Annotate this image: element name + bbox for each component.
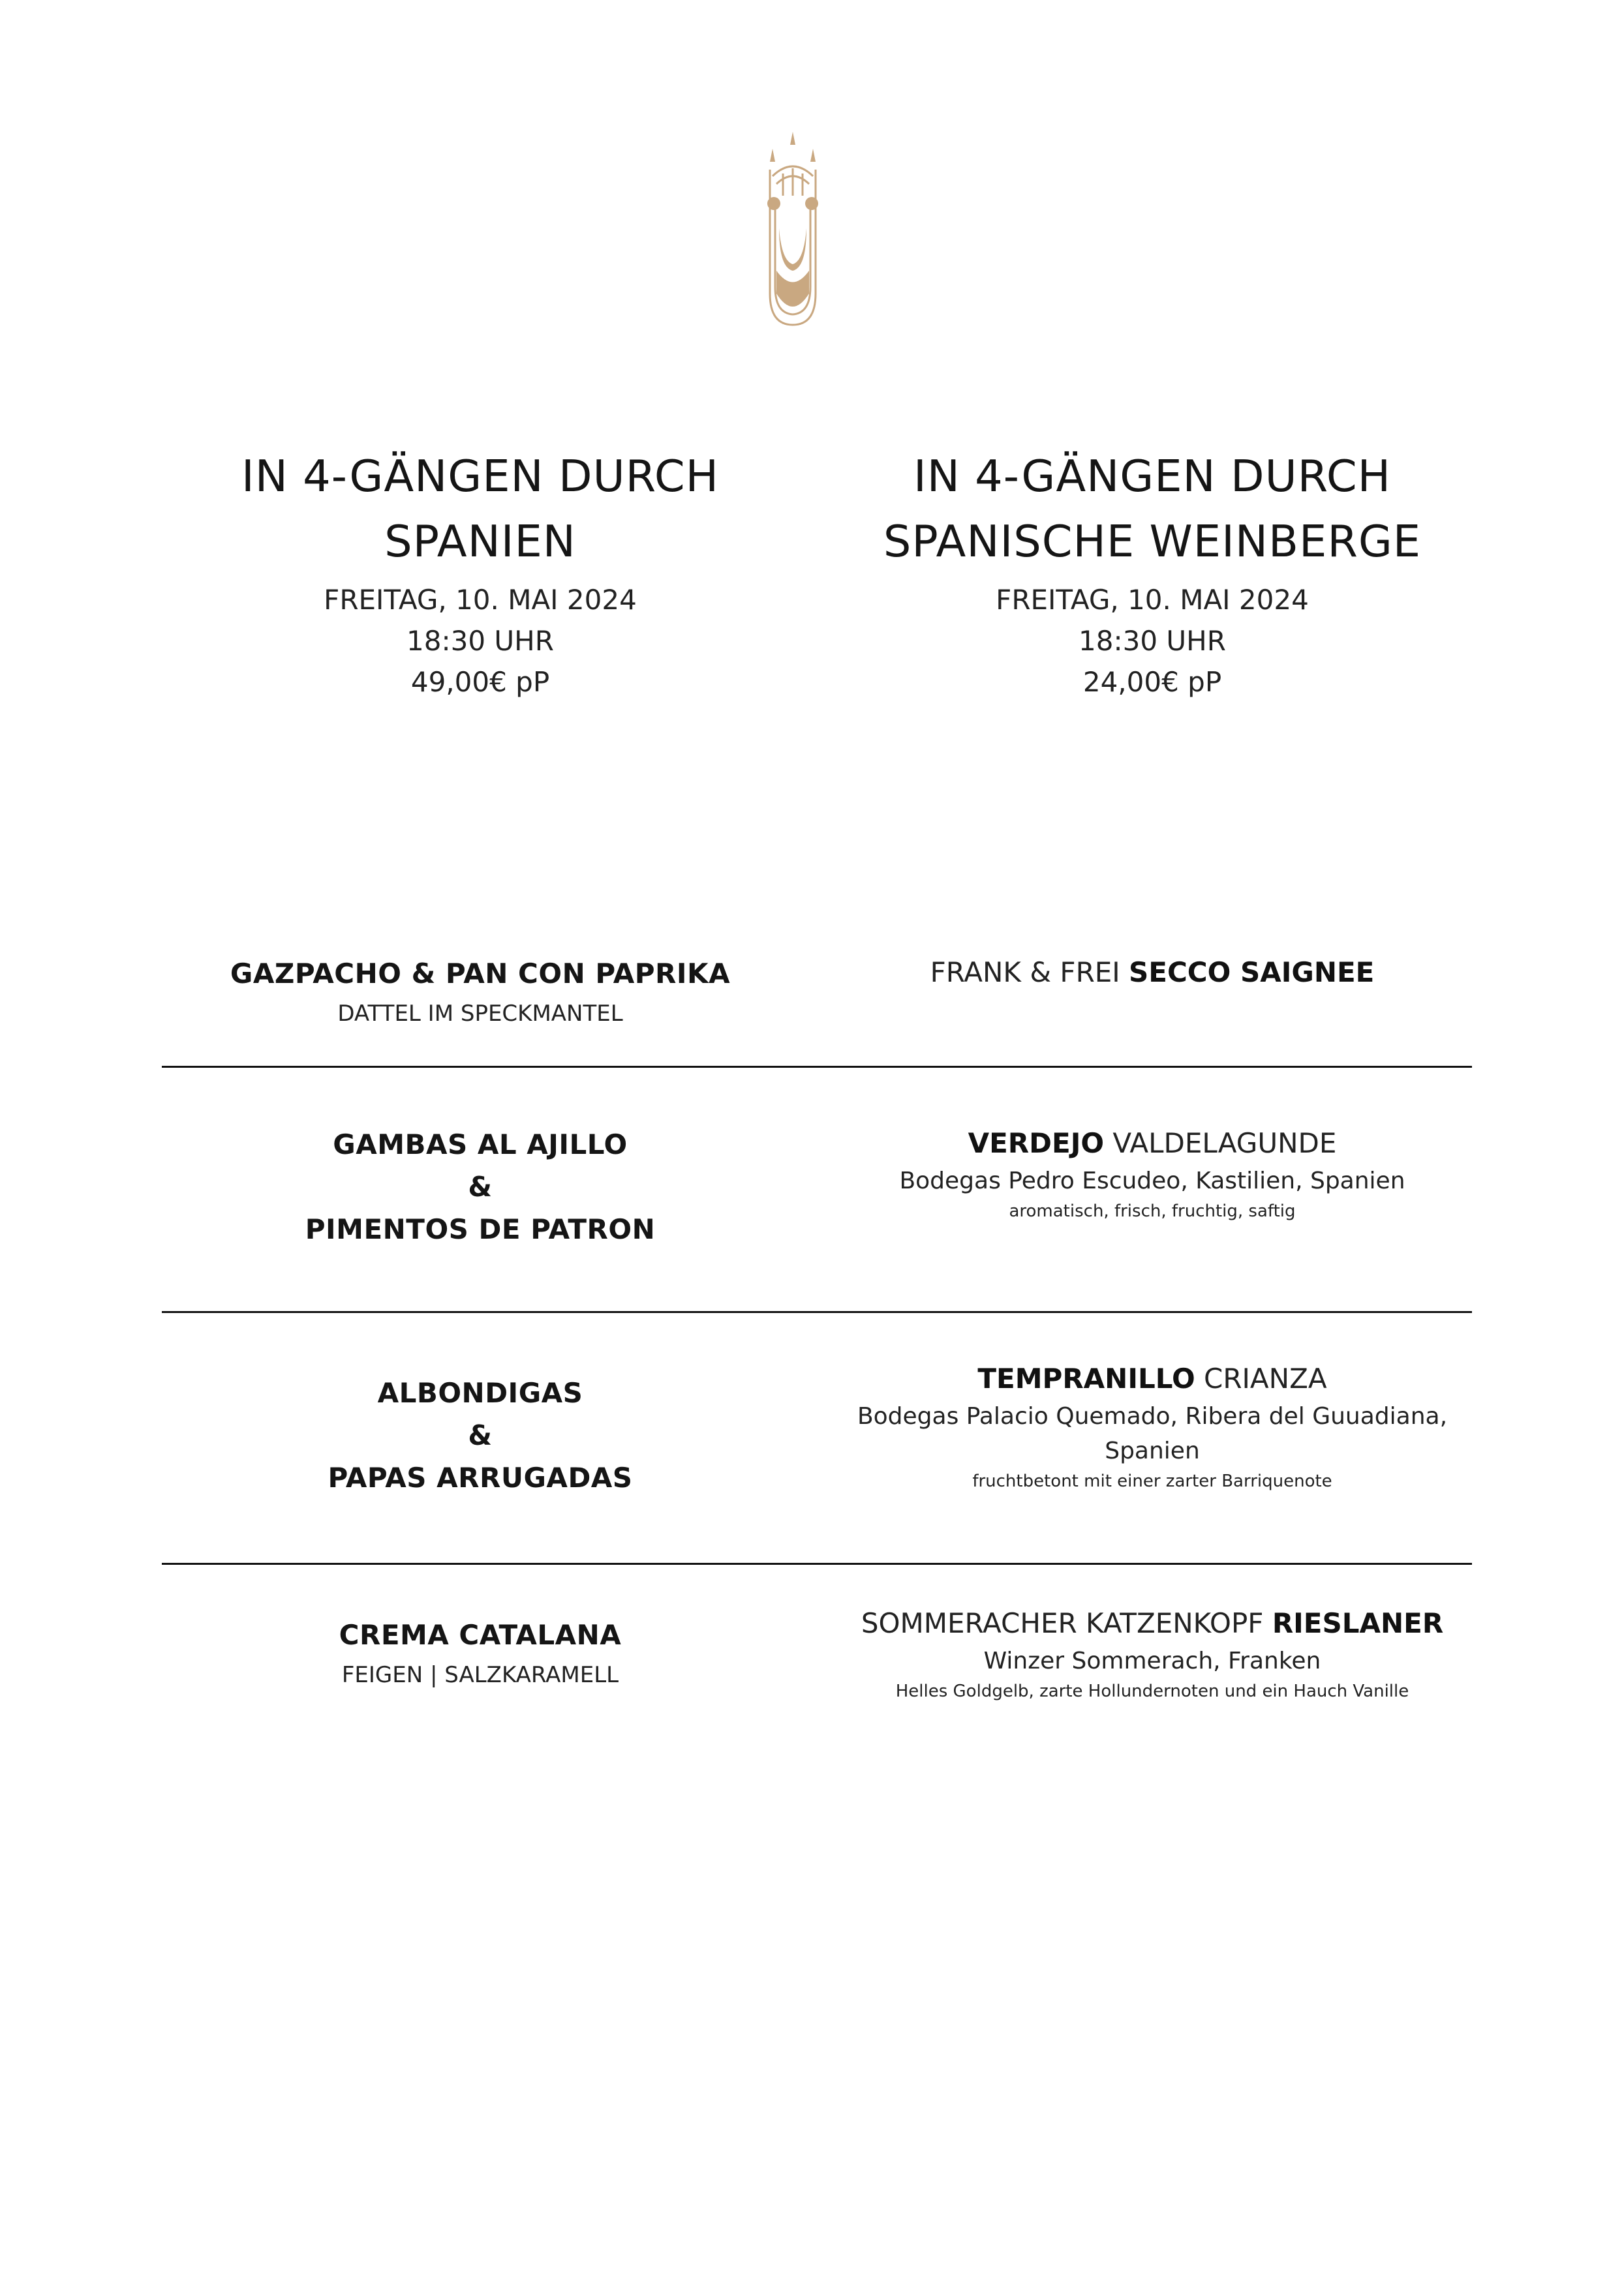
wine-3-note: fruchtbetont mit einer zarter Barriquenote — [972, 1472, 1332, 1491]
wine-time: 18:30 UHR — [1079, 625, 1226, 657]
course-4 — [154, 1614, 806, 1694]
menu-title-line1: IN 4-GÄNGEN DURCH — [241, 451, 719, 502]
divider-1 — [162, 1066, 1472, 1068]
wine-2-name — [826, 1123, 1478, 1164]
wine-4-winery: Winzer Sommerach, Franken — [983, 1648, 1321, 1674]
wine-1-name — [826, 952, 1478, 993]
wine-2 — [826, 1123, 1478, 1224]
wine-4-note: Helles Goldgelb, zarte Hollundernoten und ein Hauch Vanille — [895, 1682, 1409, 1701]
wine-1 — [826, 952, 1478, 993]
course-2 — [154, 1123, 806, 1250]
menu-time: 18:30 UHR — [406, 625, 554, 657]
event-header-menu — [154, 444, 806, 702]
course-3 — [154, 1372, 806, 1499]
wine-4-name-bold: RIESLANER — [1272, 1607, 1444, 1639]
wine-3-name-bold: TEMPRANILLO — [977, 1363, 1195, 1395]
course-3-line3: PAPAS ARRUGADAS — [328, 1462, 633, 1494]
wine-2-note: aromatisch, frisch, fruchtig, saftig — [1009, 1201, 1296, 1221]
course-3-line2: & — [468, 1419, 493, 1451]
course-2-line3: PIMENTOS DE PATRON — [305, 1213, 656, 1245]
wine-4-name-light: SOMMERACHER KATZENKOPF — [861, 1607, 1272, 1639]
wine-title-line1: IN 4-GÄNGEN DURCH — [913, 451, 1391, 502]
wine-price: 24,00€ pP — [1082, 666, 1222, 698]
menu-price: 49,00€ pP — [410, 666, 550, 698]
course-1-title: GAZPACHO & PAN CON PAPRIKA — [230, 958, 731, 989]
course-4-sub: FEIGEN | SALZKARAMELL — [341, 1662, 619, 1688]
logo-icon — [766, 130, 820, 327]
event-header-wine — [826, 444, 1478, 702]
menu-title-line2: SPANIEN — [384, 516, 576, 567]
wine-2-name-bold: VERDEJO — [968, 1127, 1105, 1159]
divider-3 — [162, 1563, 1472, 1565]
course-1 — [154, 952, 806, 1033]
course-1-sub: DATTEL IM SPECKMANTEL — [337, 1001, 623, 1027]
divider-2 — [162, 1311, 1472, 1313]
wine-title-line2: SPANISCHE WEINBERGE — [883, 516, 1422, 567]
crowned-figure-logo — [766, 130, 820, 327]
wine-3-name-light: CRIANZA — [1195, 1363, 1327, 1395]
wine-date: FREITAG, 10. MAI 2024 — [996, 584, 1309, 616]
wine-3-winery-line1: Bodegas Palacio Quemado, Ribera del Guuadiana, — [857, 1403, 1448, 1430]
wine-3-name — [826, 1359, 1478, 1399]
wine-1-name-light: FRANK & FREI — [930, 956, 1129, 988]
course-3-line1: ALBONDIGAS — [377, 1377, 583, 1409]
course-4-title: CREMA CATALANA — [339, 1619, 622, 1651]
menu-date: FREITAG, 10. MAI 2024 — [324, 584, 637, 616]
course-2-line2: & — [468, 1171, 493, 1203]
wine-4 — [826, 1603, 1478, 1704]
wine-4-name — [826, 1603, 1478, 1644]
wine-2-winery: Bodegas Pedro Escudeo, Kastilien, Spanien — [899, 1168, 1405, 1194]
wine-2-name-light: VALDELAGUNDE — [1104, 1127, 1337, 1159]
wine-3 — [826, 1359, 1478, 1494]
wine-3-winery-line2: Spanien — [1105, 1438, 1200, 1464]
wine-1-name-bold: SECCO SAIGNEE — [1129, 956, 1375, 988]
course-2-line1: GAMBAS AL AJILLO — [333, 1128, 628, 1160]
